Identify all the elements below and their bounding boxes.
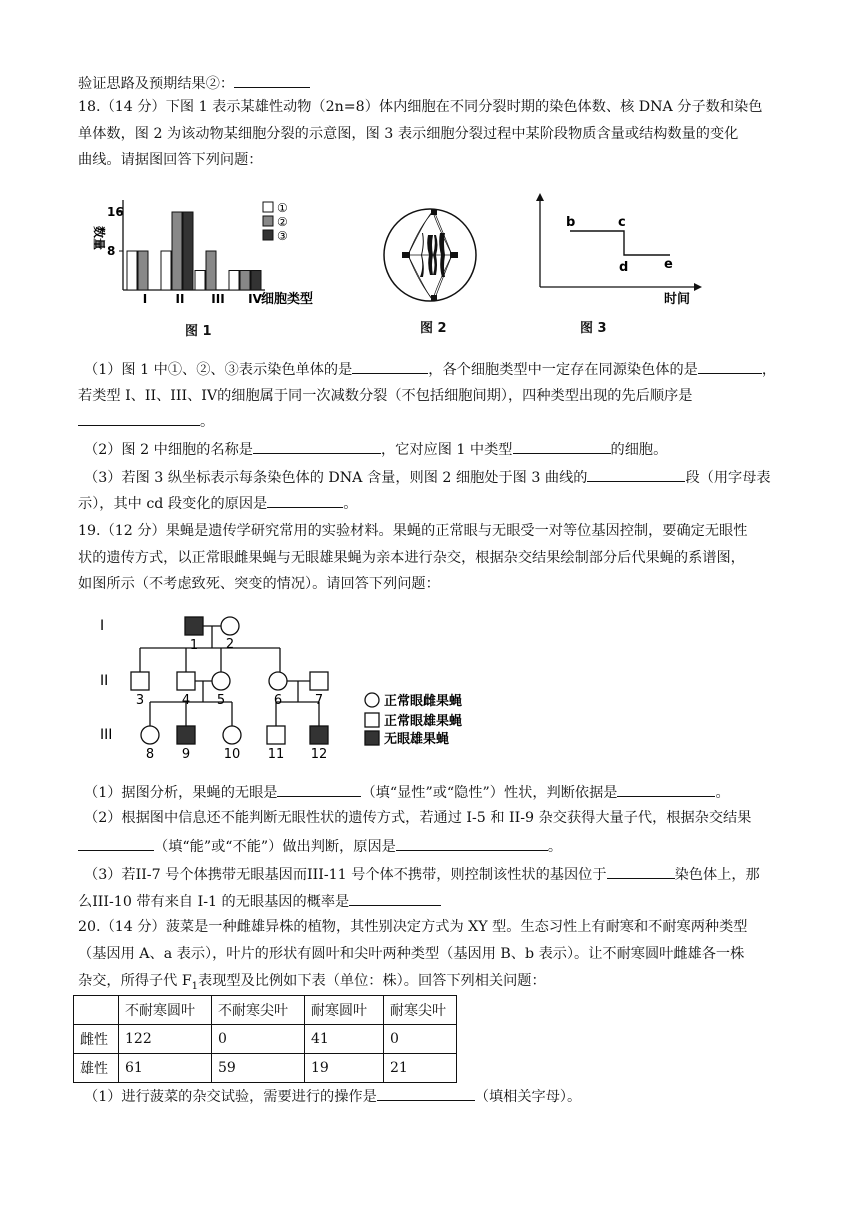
fig3-point-c: c (618, 215, 626, 230)
q20-sub1: （1）进行菠菜的杂交试验，需要进行的操作是 （填相关字母）。 (84, 1085, 581, 1107)
figure-3-curve (530, 193, 710, 313)
pedigree-generation-label: I (100, 618, 105, 634)
pedigree-id: 8 (145, 747, 155, 762)
pedigree-id: 12 (310, 747, 328, 762)
figure-3-caption: 图 3 (580, 321, 607, 336)
pedigree-chart (90, 608, 500, 768)
f1-result-table (73, 995, 457, 1083)
pedigree-id: 1 (189, 638, 199, 653)
q19-sub2-line1: （2）根据图中信息还不能判断无眼性状的遗传方式，若通过 I-5 和 II-9 杂交获得大量子代，根据杂交结果 (84, 810, 752, 826)
table-header-row: 不耐寒圆叶 不耐寒尖叶 耐寒圆叶 耐寒尖叶 (74, 996, 457, 1025)
answer-blank[interactable] (513, 438, 611, 454)
fig1-bar (183, 212, 193, 290)
fig1-bar (195, 271, 205, 291)
fig1-bar (138, 251, 148, 290)
pedigree-legend-label: 无眼雄果蝇 (384, 732, 450, 747)
verify-line: 验证思路及预期结果②： (78, 72, 310, 94)
answer-blank[interactable] (377, 1085, 475, 1101)
fig3-point-e: e (664, 257, 673, 272)
q18-sub1-line3: 。 (78, 410, 214, 432)
fig1-bar (229, 271, 239, 291)
answer-blank[interactable] (234, 72, 310, 88)
fig1-bar (206, 251, 216, 290)
fig1-legend-swatch (263, 202, 273, 212)
q18-text-2: 单体数，图 2 为该动物某细胞分裂的示意图，图 3 表示细胞分裂过程中某阶段物质含量或结构数量的变化 (78, 126, 739, 142)
q19-text-3: 如图所示（不考虑致死、突变的情况）。请回答下列问题： (78, 576, 440, 592)
q18-sub3-line1: （3）若图 3 纵坐标表示每条染色体的 DNA 含量，则图 2 细胞处于图 3 曲线的 段（用字母表 (84, 466, 771, 488)
pedigree-id: 4 (181, 693, 191, 708)
q19-text-1: 19.（12 分）果蝇是遗传学研究常用的实验材料。果蝇的正常眼与无眼受一对等位基因控制，要确定无眼性 (78, 523, 748, 539)
answer-blank[interactable] (617, 781, 715, 797)
q18-text-1: 18.（14 分）下图 1 表示某雄性动物（2n=8）体内细胞在不同分裂时期的染色体数、核 DNA 分子数和染色 (78, 99, 763, 115)
fig1-legend-swatch (263, 230, 273, 240)
q19-sub3-line2: 么III-10 带有来自 I-1 的无眼基因的概率是 (78, 890, 441, 912)
fig1-xtick: I (142, 292, 148, 306)
pedigree-generation-label: II (100, 673, 109, 689)
q19-sub1: （1）据图分析，果蝇的无眼是 （填“显性”或“隐性”）性状，判断依据是 。 (84, 781, 730, 803)
q20-text-1: 20.（14 分）菠菜是一种雌雄异株的植物，其性别决定方式为 XY 型。生态习性上有耐寒和不耐寒两种类型 (78, 919, 748, 935)
fig3-xlabel: 时间 (664, 292, 691, 307)
table-row: 雌性 122 0 41 0 (74, 1025, 457, 1054)
fig1-xlabel: 细胞类型 (261, 292, 314, 307)
pedigree-id: 3 (135, 693, 145, 708)
pedigree-id: 9 (181, 747, 191, 762)
answer-blank[interactable] (587, 466, 685, 482)
pedigree-id: 7 (314, 693, 324, 708)
table-row: 雄性 61 59 19 21 (74, 1054, 457, 1083)
pedigree-generation-label: III (100, 727, 113, 743)
figure-1-chart (85, 190, 345, 315)
fig1-bar (161, 251, 171, 290)
answer-blank[interactable] (253, 438, 381, 454)
answer-blank[interactable] (396, 835, 548, 851)
answer-blank[interactable] (349, 890, 441, 906)
pedigree-id: 10 (223, 747, 241, 762)
pedigree-id: 11 (267, 747, 285, 762)
q19-sub3-line1: （3）若II-7 号个体携带无眼基因而III-11 号个体不携带，则控制该性状的基因位于 染色体上，那 (84, 863, 760, 885)
fig1-ytick: 8 (107, 244, 116, 258)
answer-blank[interactable] (277, 781, 361, 797)
pedigree-id: 6 (273, 693, 283, 708)
figure-2-cell (380, 205, 480, 305)
fig1-xtick: III (211, 292, 225, 306)
q18-sub1-line2: 若类型 I、II、III、IV的细胞属于同一次减数分裂（不包括细胞间期），四种类型出现的先后顺序是 (78, 388, 693, 404)
fig3-point-d: d (619, 260, 629, 275)
pedigree-legend-label: 正常眼雄果蝇 (384, 714, 463, 729)
q18-text-3: 曲线。请据图回答下列问题： (78, 152, 263, 168)
q18-sub2: （2）图 2 中细胞的名称是 ，它对应图 1 中类型 的细胞。 (84, 438, 667, 460)
fig1-xtick: IV (248, 292, 262, 306)
answer-blank[interactable] (698, 358, 762, 374)
fig3-point-b: b (566, 215, 576, 230)
answer-blank[interactable] (607, 863, 675, 879)
fig1-legend-swatch (263, 216, 273, 226)
fig1-legend-label: ② (277, 215, 288, 229)
pedigree-legend-label: 正常眼雌果蝇 (384, 694, 463, 709)
figure-2-caption: 图 2 (420, 321, 447, 336)
fig1-legend-label: ① (277, 201, 288, 215)
q20-text-3: 杂交，所得子代 $F_1$表现型及比例如下表（单位：株）。回答下列相关问题： (78, 973, 546, 992)
answer-blank[interactable] (352, 358, 428, 374)
answer-blank[interactable] (267, 492, 343, 508)
q18-sub1-line1: （1）图 1 中①、②、③表示染色单体的是 ，各个细胞类型中一定存在同源染色体的是 ， (84, 358, 776, 380)
fig1-bar (127, 251, 137, 290)
pedigree-id: 5 (216, 693, 226, 708)
fig1-bar (240, 271, 250, 291)
fig1-bar (172, 212, 182, 290)
fig1-ylabel: 数量 (92, 226, 106, 251)
q19-sub2-line2: （填“能”或“不能”）做出判断，原因是 。 (78, 835, 562, 857)
q19-text-2: 状的遗传方式，以正常眼雌果蝇与无眼雄果蝇为亲本进行杂交，根据杂交结果绘制部分后代果蝇的系谱图， (78, 550, 745, 566)
fig1-ytick: 16 (107, 205, 124, 219)
q18-sub3-line2: 示），其中 cd 段变化的原因是 。 (78, 492, 357, 514)
figure-1-caption: 图 1 (185, 324, 212, 339)
fig1-bar (251, 271, 261, 291)
answer-blank[interactable] (78, 410, 200, 426)
q20-text-2: （基因用 A、a 表示），叶片的形状有圆叶和尖叶两种类型（基因用 B、b 表示）。让不耐寒圆叶雌雄各一株 (78, 946, 745, 962)
fig1-xtick: II (175, 292, 185, 306)
pedigree-id: 2 (225, 637, 235, 652)
answer-blank[interactable] (78, 835, 154, 851)
fig1-legend-label: ③ (277, 229, 288, 243)
